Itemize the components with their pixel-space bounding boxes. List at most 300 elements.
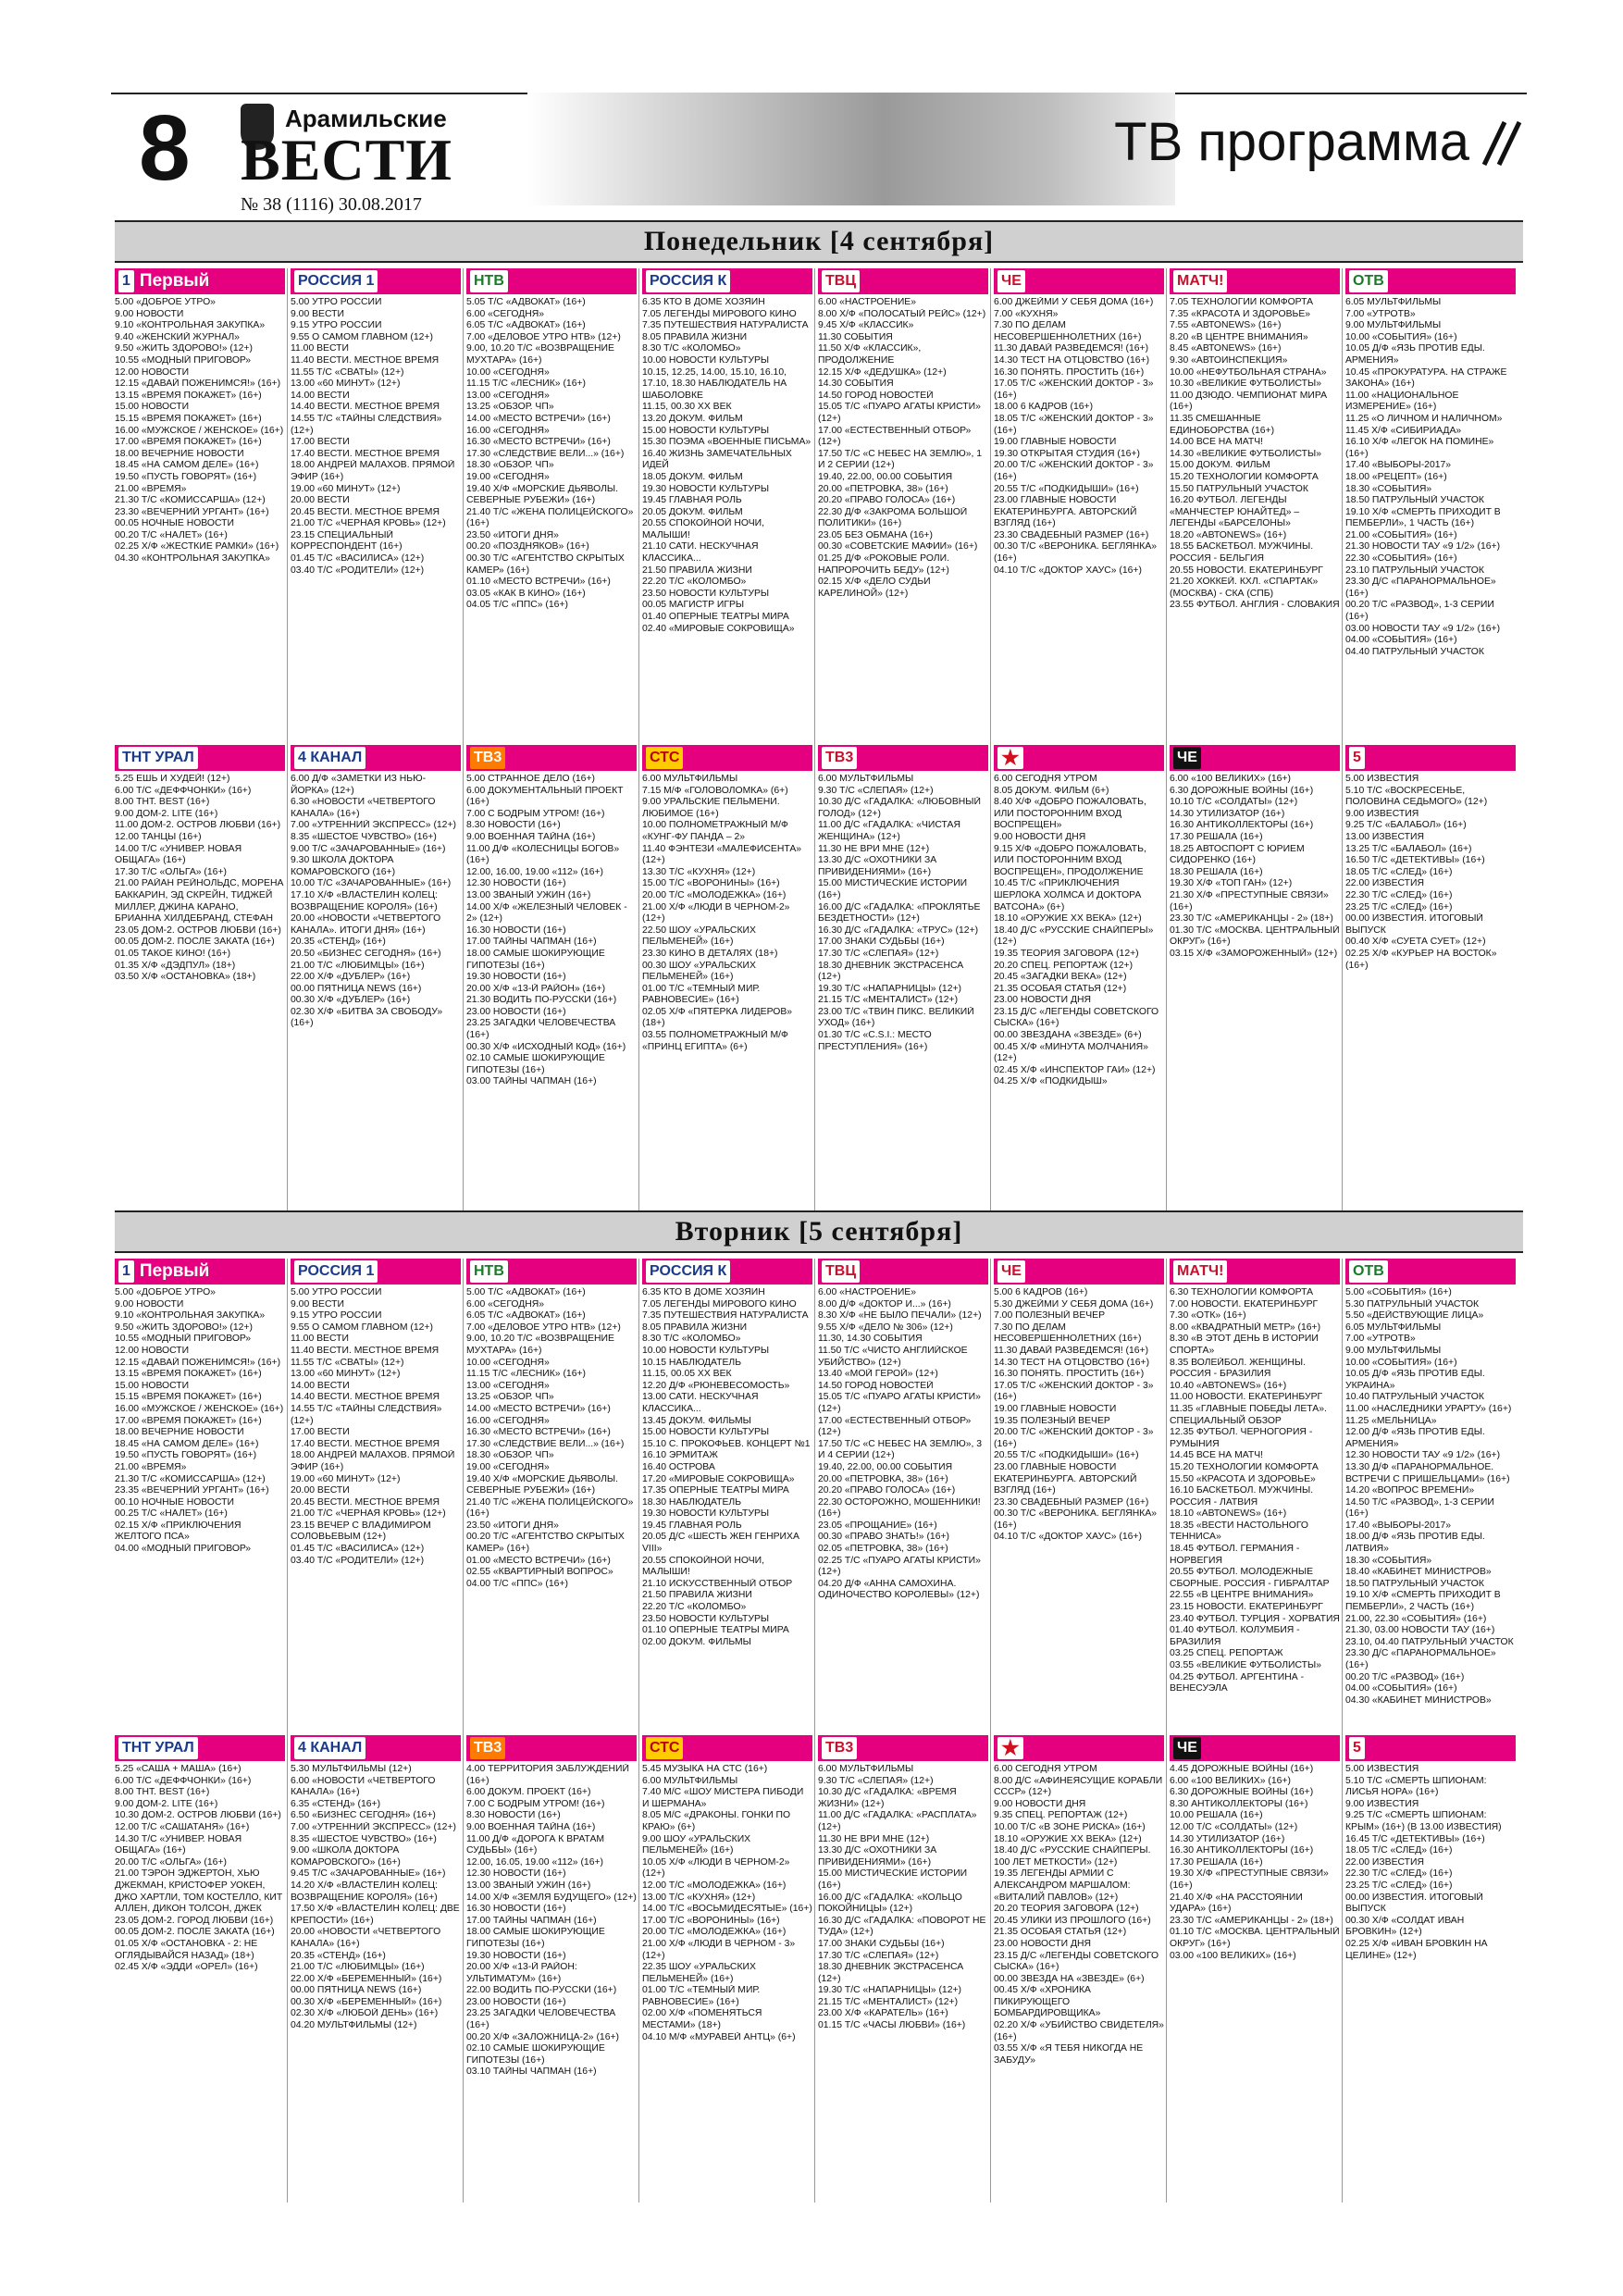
program-item: 9.30 ШКОЛА ДОКТОРА КОМАРОВСКОГО (16+) — [291, 855, 396, 877]
program-item: 23.30 Т/С «АМЕРИКАНЦЫ - 2» (18+) — [1170, 913, 1333, 925]
program-item: 12.00 Т/С «МОЛОДЁЖКА» (16+) — [642, 1880, 787, 1891]
program-item: 9.00 НОВОСТИ ДНЯ — [994, 831, 1086, 842]
program-item: 10.00 «СОБЫТИЯ» (16+) — [1345, 1357, 1457, 1368]
channel-header — [1170, 745, 1340, 771]
program-item: 21.00 Т/С «ЛЮБИМЦЫ» (16+) — [291, 1962, 425, 1973]
program-item: 17.00 ТАЙНЫ ЧАПМАН (16+) — [466, 937, 597, 948]
program-item: 23.30 Д/С «ПАРАНОРМАЛЬНОЕ» (16+) — [1345, 1648, 1496, 1670]
program-item: 15.00 НОВОСТИ КУЛЬТУРЫ — [642, 425, 770, 436]
program-item: 14.30 УТИЛИЗАТОР (16+) — [1170, 808, 1285, 819]
program-list — [994, 294, 1164, 577]
program-item: 6.35 КТО В ДОМЕ ХОЗЯИН — [642, 297, 765, 307]
program-item: 15.00 НОВОСТИ — [115, 1380, 190, 1391]
program-item: 13.00 ЗВАНЫЙ УЖИН (16+) — [466, 889, 591, 900]
program-item: 9.35 СПЕЦ. РЕПОРТАЖ (12+) — [994, 1810, 1128, 1821]
program-item: 01.05 ТАКОЕ КИНО! (16+) — [115, 948, 231, 959]
program-item: 18.00 «РЕЦЕПТ» (16+) — [1345, 471, 1447, 482]
program-item: 6.00 «НОВОСТИ «ЧЕТВЕРТОГО КАНАЛА» (16+) — [291, 1775, 436, 1798]
program-item: 16.30 АНТИКОЛЛЕКТОРЫ (16+) — [1170, 820, 1314, 831]
program-item: 6.05 МУЛЬТФИЛЬМЫ — [1345, 1322, 1442, 1333]
channel-column — [291, 1735, 461, 2203]
program-item: 8.30 Т/С «КОЛОМБО» — [642, 1334, 741, 1345]
program-item: 14.40 ВЕСТИ. МЕСТНОЕ ВРЕМЯ — [291, 402, 440, 413]
program-item: 5.10 Т/С «ВОСКРЕСЕНЬЕ, ПОЛОВИНА СЕДЬМОГО» (12+) — [1345, 785, 1488, 808]
program-item: 9.00 ДОМ-2. LITE (16+) — [115, 1798, 218, 1809]
program-item: 17.00 ЗНАКИ СУДЬБЫ (16+) — [818, 937, 945, 948]
program-item: 11.55 Т/С «СВАТЫ» (12+) — [291, 1357, 404, 1368]
channel-logo: ТНТ УРАЛ — [118, 747, 198, 769]
program-item: 8.35 «ШЕСТОЕ ЧУВСТВО» (16+) — [291, 831, 437, 842]
program-item: 21.00 Т/С «ЧЕРНАЯ КРОВЬ» (12+) — [291, 1508, 446, 1520]
program-list — [291, 294, 461, 577]
program-item: 17.05 Т/С «ЖЕНСКИЙ ДОКТОР - 3» (16+) — [994, 379, 1154, 401]
program-item: 17.50 Т/С «С НЕБЕС НА ЗЕМЛЮ», 3 И 4 СЕРИИ (12+) — [818, 1438, 983, 1461]
program-item: 17.40 «ВЫБОРЫ-2017» — [1345, 1520, 1452, 1531]
channel-column — [994, 1259, 1164, 1731]
channel-name: Первый — [139, 271, 210, 291]
program-item: 03.50 Х/Ф «ОСТАНОВКА» (18+) — [115, 972, 256, 983]
program-item: 01.40 ФУТБОЛ. КОЛУМБИЯ - БРАЗИЛИЯ — [1170, 1625, 1300, 1647]
program-item: 16.00 Д/С «ГАДАЛКА: «КОЛЬЦО ПОКОЙНИЦЫ» (12+) — [818, 1892, 962, 1915]
program-item: 21.30 НОВОСТИ ТАУ «9 1/2» (16+) — [1345, 541, 1501, 552]
channel-logo: СТС — [646, 1737, 683, 1759]
program-item: 20.50 «БИЗНЕС СЕГОДНЯ» (16+) — [291, 948, 441, 959]
program-item: 23.30 «ВЕЧЕРНИЙ УРГАНТ» (16+) — [115, 506, 269, 517]
program-item: 11.30 НЕ ВРИ МНЕ (12+) — [818, 843, 930, 854]
program-item: 5.00 ИЗВЕСТИЯ — [1345, 1764, 1419, 1774]
program-item: 10.40 ПАТРУЛЬНЫЙ УЧАСТОК — [1345, 1392, 1484, 1403]
channel-column — [1170, 268, 1340, 740]
program-item: 01.15 Т/С «ЧАСЫ ЛЮБВИ» (16+) — [818, 2020, 966, 2031]
program-item: 9.45 Т/С «ЗАЧАРОВАННЫЕ» (16+) — [291, 1868, 446, 1880]
program-item: 00.00 ПЯТНИЦА NEWS (16+) — [291, 1985, 422, 1996]
program-item: 13.25 Т/С «БАЛАБОЛ» (16+) — [1345, 843, 1472, 854]
program-item: 19.00 «60 МИНУТ» (12+) — [291, 483, 401, 494]
program-list — [466, 1761, 637, 2079]
program-list — [818, 771, 988, 1053]
column-divider — [990, 268, 991, 1212]
program-item: 17.30 «СЛЕДСТВИЕ ВЕЛИ...» (16+) — [466, 1438, 625, 1449]
program-item: 13.00 ИЗВЕСТИЯ — [1345, 831, 1424, 842]
program-item: 13.30 Д/Ф «ПАРАНОРМАЛЬНОЕ. ВСТРЕЧИ С ПРИШЕЛЬЦАМИ» (16+) — [1345, 1461, 1510, 1484]
program-item: 22.30 ОСТОРОЖНО, МОШЕННИКИ! (16+) — [818, 1496, 981, 1520]
program-item: 9.50 «ЖИТЬ ЗДОРОВО!» (12+) — [115, 1322, 253, 1333]
program-item: 17.00 ЗНАКИ СУДЬБЫ (16+) — [818, 1938, 945, 1949]
program-item: 00.30 Т/С «ВЕРОНИКА. БЕГЛЯНКА» (16+) — [994, 1508, 1158, 1531]
program-item: 23.55 ФУТБОЛ. АНГЛИЯ - СЛОВАКИЯ — [1170, 600, 1340, 611]
program-item: 5.00 «СОБЫТИЯ» (16+) — [1345, 1287, 1452, 1297]
program-item: 5.00 6 КАДРОВ (16+) — [994, 1287, 1088, 1297]
program-item: 9.00 ШОУ «УРАЛЬСКИХ ПЕЛЬМЕНЕЙ» (16+) — [642, 1833, 751, 1856]
program-item: 22.55 «В ЦЕНТРЕ ВНИМАНИЯ» — [1170, 1590, 1314, 1601]
program-item: 11.00 Д/С «ГАДАЛКА: «ЧИСТАЯ ЖЕНЩИНА» (12+) — [818, 820, 960, 842]
program-item: 8.45 «АВТОNEWS» (16+) — [1170, 343, 1282, 354]
program-item: 02.15 Х/Ф «ПРИКЛЮЧЕНИЯ ЖЕЛТОГО ПСА» — [115, 1520, 242, 1543]
program-item: 15.50 «КРАСОТА И ЗДОРОВЬЕ» — [1170, 1473, 1316, 1484]
program-item: 11.15, 00.30 ХХ ВЕК — [642, 402, 732, 413]
program-item: 11.00 Д/С «ГАДАЛКА: «РАСПЛАТА» (12+) — [818, 1810, 977, 1832]
program-item: 19.45 ГЛАВНАЯ РОЛЬ — [642, 495, 742, 506]
program-item: 19.00 «60 МИНУТ» (12+) — [291, 1473, 401, 1484]
program-item: 00.30 Х/Ф «ИСХОДНЫЙ КОД» (16+) — [466, 1041, 626, 1052]
program-item: 10.00 НОВОСТИ КУЛЬТУРЫ — [642, 1345, 770, 1356]
program-item: 13.00 Т/С «КУХНЯ» (12+) — [642, 1892, 756, 1903]
program-item: 7.30 ПО ДЕЛАМ НЕСОВЕРШЕННОЛЕТНИХ (16+) — [994, 1322, 1142, 1345]
program-item: 11.00 Д/Ф «КОЛЕСНИЦЫ БОГОВ» (16+) — [466, 843, 620, 866]
program-item: 4.00 ТЕРРИТОРИЯ ЗАБЛУЖДЕНИЙ (16+) — [466, 1764, 629, 1786]
program-item: 22.20 Т/С «КОЛОМБО» — [642, 1602, 747, 1613]
program-item: 02.00 ДОКУМ. ФИЛЬМЫ — [642, 1636, 751, 1647]
program-item: 18.00 САМЫЕ ШОКИРУЮЩИЕ ГИПОТЕЗЫ (16+) — [466, 1927, 605, 1949]
program-item: 4.45 ДОРОЖНЫЕ ВОЙНЫ (16+) — [1170, 1764, 1314, 1774]
program-item: 15.00 НОВОСТИ — [115, 402, 190, 413]
program-item: 02.45 Х/Ф «ИНСПЕКТОР ГАИ» (12+) — [994, 1064, 1156, 1075]
column-divider — [1166, 268, 1167, 1212]
channel-logo: ТВ3 — [470, 1737, 505, 1759]
program-item: 20.00 «ПЕТРОВКА, 38» (16+) — [818, 483, 948, 494]
column-divider — [638, 268, 639, 1212]
program-item: 12.00 НОВОСТИ — [115, 366, 190, 378]
program-item: 5.30 ПАТРУЛЬНЫЙ УЧАСТОК — [1345, 1298, 1480, 1309]
column-divider — [638, 1259, 639, 2203]
program-item: 9.15 УТРО РОССИИ — [291, 320, 382, 331]
program-item: 01.10 Т/С «МОСКВА. ЦЕНТРАЛЬНЫЙ ОКРУГ» (16+) — [1170, 1927, 1340, 1949]
program-item: 9.45 Х/Ф «КЛАССИК» — [818, 320, 914, 331]
program-item: 21.00 «ВРЕМЯ» — [115, 1461, 187, 1472]
program-item: 8.30 Х/Ф «НЕ БЫЛО ПЕЧАЛИ» (12+) — [818, 1310, 982, 1322]
program-item: 15.20 ТЕХНОЛОГИИ КОМФОРТА — [1170, 1461, 1319, 1472]
program-item: 12.00 НОВОСТИ — [115, 1345, 190, 1356]
program-item: 02.25 Т/С «ПУАРО АГАТЫ КРИСТИ» (12+) — [818, 1555, 981, 1578]
program-item: 6.30 ДОРОЖНЫЕ ВОЙНЫ (16+) — [1170, 1787, 1314, 1798]
program-list — [1170, 1761, 1340, 1962]
channel-header — [994, 1735, 1164, 1761]
program-item: 20.00 ВЕСТИ — [291, 1485, 350, 1496]
program-list — [466, 294, 637, 612]
program-item: 23.50 НОВОСТИ КУЛЬТУРЫ — [642, 1613, 770, 1624]
program-item: 03.25 СПЕЦ. РЕПОРТАЖ — [1170, 1648, 1283, 1659]
program-item: 6.00 «НАСТРОЕНИЕ» — [818, 297, 916, 307]
program-item: 11.00 ДЗЮДО. ЧЕМПИОНАТ МИРА (16+) — [1170, 390, 1328, 413]
channel-logo: ТНТ УРАЛ — [118, 1737, 198, 1759]
program-item: 21.40 Х/Ф «НА РАССТОЯНИИ УДАРА» (16+) — [1170, 1892, 1303, 1915]
program-item: 23.00 НОВОСТИ (16+) — [466, 1006, 566, 1017]
program-item: 6.30 «НОВОСТИ «ЧЕТВЕРТОГО КАНАЛА» (16+) — [291, 797, 436, 819]
program-item: 8.30 НОВОСТИ (16+) — [466, 820, 561, 831]
program-item: 5.00 «ДОБРОЕ УТРО» — [115, 1287, 216, 1297]
page-number: 8 — [139, 96, 191, 200]
program-list — [466, 1285, 637, 1590]
program-item: 16.40 ОСТРОВА — [642, 1461, 715, 1472]
program-item: 13.00 ЗВАНЫЙ УЖИН (16+) — [466, 1880, 591, 1891]
program-item: 11.00 ДОМ-2. ОСТРОВ ЛЮБВИ (16+) — [115, 820, 281, 831]
program-item: 20.45 ВЕСТИ. МЕСТНОЕ ВРЕМЯ — [291, 506, 440, 517]
program-item: 02.25 Х/Ф «ЖЕСТКИЕ РАМКИ» (16+) — [115, 541, 279, 552]
program-item: 19.30 Т/С «НАПАРНИЦЫ» (12+) — [818, 1985, 962, 1996]
logo-top: Арамильские — [285, 105, 447, 132]
channel-logo: ★ — [997, 1737, 1023, 1759]
program-item: 20.55 Т/С «ПОДКИДЫШИ» (16+) — [994, 1450, 1139, 1461]
program-item: 15.15 «ВРЕМЯ ПОКАЖЕТ» (16+) — [115, 413, 262, 424]
program-item: 23.40 ФУТБОЛ. ТУРЦИЯ - ХОРВАТИЯ — [1170, 1613, 1340, 1624]
program-item: 23.50 НОВОСТИ КУЛЬТУРЫ — [642, 588, 770, 599]
program-item: 00.20 Т/С «АГЕНТСТВО СКРЫТЫХ КАМЕР» (16+) — [466, 1532, 625, 1555]
program-item: 21.15 Т/С «МЕНТАЛИСТ» (12+) — [818, 1996, 959, 2007]
program-item: 18.00 ВЕЧЕРНИЕ НОВОСТИ — [115, 1427, 244, 1438]
program-item: 20.00 ВЕСТИ — [291, 495, 350, 506]
program-item: 10.00 Т/С «В ЗОНЕ РИСКА» (16+) — [994, 1821, 1146, 1832]
column-divider — [463, 1259, 464, 2203]
channel-column — [291, 1259, 461, 1731]
channel-logo: ТВЦ — [822, 1260, 860, 1283]
program-item: 23.30 КИНО В ДЕТАЛЯХ (18+) — [642, 948, 778, 959]
program-list — [1345, 1285, 1516, 1706]
program-item: 18.10 «ОРУЖИЕ XX ВЕКА» (12+) — [994, 913, 1142, 925]
program-item: 8.35 «ШЕСТОЕ ЧУВСТВО» (16+) — [291, 1833, 437, 1844]
program-item: 18.00 САМЫЕ ШОКИРУЮЩИЕ ГИПОТЕЗЫ (16+) — [466, 948, 605, 971]
program-item: 8.00 «КВАДРАТНЫЙ МЕТР» (16+) — [1170, 1322, 1321, 1333]
program-item: 5.00 УТРО РОССИИ — [291, 297, 382, 307]
program-item: 11.00 ВЕСТИ — [291, 343, 349, 354]
program-item: 02.05 Х/Ф «ПЯТЁРКА ЛИДЕРОВ» (18+) — [642, 1006, 793, 1029]
program-item: 14.30 Т/С «УНИВЕР. НОВАЯ ОБЩАГА» (16+) — [115, 1833, 242, 1856]
program-item: 21.20 ХОККЕЙ. КХЛ. «СПАРТАК» (МОСКВА) - СКА (СПБ) — [1170, 577, 1319, 599]
channel-column — [994, 745, 1164, 1212]
channel-logo: ТВ3 — [822, 1737, 857, 1759]
channel-column — [291, 745, 461, 1212]
program-item: 16.30 НОВОСТИ (16+) — [466, 925, 566, 936]
program-item: 6.05 МУЛЬТФИЛЬМЫ — [1345, 297, 1442, 307]
program-item: 5.45 МУЗЫКА НА СТС (16+) — [642, 1764, 768, 1774]
program-item: 20.55 СПОКОЙНОЙ НОЧИ, МАЛЫШИ! — [642, 1555, 765, 1578]
program-item: 15.05 Т/С «ПУАРО АГАТЫ КРИСТИ» (12+) — [818, 1392, 981, 1414]
program-item: 21.10 САТИ. НЕСКУЧНАЯ КЛАССИКА... — [642, 541, 759, 565]
program-list — [994, 1761, 1164, 2066]
program-item: 19.40, 22.00, 00.00 СОБЫТИЯ — [818, 1461, 953, 1472]
channel-column — [642, 1259, 812, 1731]
program-item: 15.00 МИСТИЧЕСКИЕ ИСТОРИИ (16+) — [818, 878, 968, 900]
program-item: 5.00 ИЗВЕСТИЯ — [1345, 774, 1419, 784]
program-item: 03.00 ТАЙНЫ ЧАПМАН (16+) — [466, 1076, 597, 1087]
program-list — [994, 1285, 1164, 1544]
program-item: 23.05 ДОМ-2. ОСТРОВ ЛЮБВИ (16+) — [115, 925, 281, 936]
program-item: 18.10 «ОРУЖИЕ XX ВЕКА» (12+) — [994, 1833, 1142, 1844]
program-item: 5.00 СТРАННОЕ ДЕЛО (16+) — [466, 774, 595, 784]
program-item: 15.00 ДОКУМ. ФИЛЬМ — [1170, 460, 1270, 471]
program-item: 12.00 Т/С «САШАТАНЯ» (16+) — [115, 1821, 250, 1832]
column-divider — [814, 1259, 815, 2203]
program-item: 20.00 «ПЕТРОВКА, 38» (16+) — [818, 1473, 948, 1484]
program-item: 5.00 «ДОБРОЕ УТРО» — [115, 297, 216, 307]
program-item: 04.10 Т/С «ДОКТОР ХАУС» (16+) — [994, 565, 1142, 576]
program-item: 7.05 ТЕХНОЛОГИИ КОМФОРТА — [1170, 297, 1314, 307]
program-item: 23.25 ЗАГАДКИ ЧЕЛОВЕЧЕСТВА (16+) — [466, 1018, 616, 1041]
program-item: 13.00 «60 МИНУТ» (12+) — [291, 1369, 401, 1380]
program-item: 18.30 «СОБЫТИЯ» — [1345, 483, 1432, 494]
program-item: 15.00 НОВОСТИ КУЛЬТУРЫ — [642, 1427, 770, 1438]
channel-name: Первый — [139, 1261, 210, 1281]
channel-header — [642, 1259, 812, 1285]
program-item: 23.25 Т/С «СЛЕД» (16+) — [1345, 901, 1453, 912]
program-item: 18.30 «ОБЗОР. ЧП» — [466, 1450, 554, 1461]
program-item: 9.40 «ЖЕНСКИЙ ЖУРНАЛ» — [115, 331, 240, 342]
program-item: 21.35 ОСОБАЯ СТАТЬЯ (12+) — [994, 983, 1127, 994]
program-item: 10.00 «СЕГОДНЯ» — [466, 366, 550, 378]
program-item: 15.50 ПАТРУЛЬНЫЙ УЧАСТОК — [1170, 483, 1308, 494]
channel-column — [1345, 1259, 1516, 1731]
program-item: 14.50 Т/С «РАЗВОД», 1-3 СЕРИИ (16+) — [1345, 1496, 1494, 1520]
program-list — [642, 771, 812, 1053]
program-item: 6.00 МУЛЬТФИЛЬМЫ — [642, 774, 738, 784]
program-item: 04.05 Т/С «ППС» (16+) — [466, 600, 568, 611]
program-item: 11.30, 14.30 СОБЫТИЯ — [818, 1334, 923, 1345]
program-item: 18.20 «АВТОNEWS» (16+) — [1170, 529, 1287, 540]
program-item: 11.55 Т/С «СВАТЫ» (12+) — [291, 366, 404, 378]
program-item: 12.30 НОВОСТИ (16+) — [466, 878, 566, 889]
program-item: 14.20 Х/Ф «ВЛАСТЕЛИН КОЛЕЦ: ВОЗВРАЩЕНИЕ КОРОЛЯ» (16+) — [291, 1880, 438, 1903]
program-item: 6.00 «СЕГОДНЯ» — [466, 1298, 545, 1309]
program-item: 03.40 Т/С «РОДИТЕЛИ» (12+) — [291, 1555, 425, 1566]
channel-header — [642, 1735, 812, 1761]
program-item: 19.00 ГЛАВНЫЕ НОВОСТИ — [994, 1403, 1117, 1414]
program-item: 02.55 «КВАРТИРНЫЙ ВОПРОС» — [466, 1567, 613, 1578]
program-item: 16.20 ФУТБОЛ. ЛЕГЕНДЫ «МАНЧЕСТЕР ЮНАЙТЕД» – ЛЕГЕНДЫ «БАРСЕЛОНЫ» — [1170, 495, 1300, 529]
program-item: 8.05 ДОКУМ. ФИЛЬМ (6+) — [994, 785, 1109, 796]
program-item: 9.00 МУЛЬТФИЛЬМЫ — [1345, 1345, 1442, 1356]
program-item: 15.30 ПОЭМА «ВОЕННЫЕ ПИСЬМА» — [642, 437, 812, 448]
program-item: 10.30 ДОМ-2. ОСТРОВ ЛЮБВИ (16+) — [115, 1810, 281, 1821]
program-item: 01.45 Т/С «ВАСИЛИСА» (12+) — [291, 1544, 425, 1555]
program-item: 12.15 Х/Ф «ДЕДУШКА» (12+) — [818, 366, 947, 378]
program-item: 18.05 Т/С «СЛЕД» (16+) — [1345, 1845, 1453, 1856]
program-item: 15.20 ТЕХНОЛОГИИ КОМФОРТА — [1170, 471, 1319, 482]
program-item: 04.30 «КОНТРОЛЬНАЯ ЗАКУПКА» — [115, 553, 270, 565]
program-item: 14.00 «МЕСТО ВСТРЕЧИ» (16+) — [466, 413, 611, 424]
program-item: 00.20 Т/С «РАЗВОД» (16+) — [1345, 1671, 1465, 1682]
program-item: 19.35 ПОЛЕЗНЫЙ ВЕЧЕР — [994, 1415, 1110, 1426]
program-item: 20.45 ВЕСТИ. МЕСТНОЕ ВРЕМЯ — [291, 1496, 440, 1508]
program-item: 9.00 ИЗВЕСТИЯ — [1345, 1798, 1419, 1809]
channel-header — [818, 1735, 988, 1761]
channel-column — [466, 268, 637, 740]
program-item: 23.00 НОВОСТИ (16+) — [466, 1996, 566, 2007]
program-item: 14.00 ВЕСТИ — [291, 390, 350, 401]
program-item: 17.00 «ЕСТЕСТВЕННЫЙ ОТБОР» (12+) — [818, 425, 972, 448]
channel-header — [291, 745, 461, 771]
program-item: 12.15 «ДАВАЙ ПОЖЕНИМСЯ!» (16+) — [115, 1357, 281, 1368]
program-item: 21.30 Т/С «КОМИССАРША» (12+) — [115, 495, 266, 506]
channel-column — [818, 1259, 988, 1731]
program-item: 16.10 Х/Ф «ЛЕГОК НА ПОМИНЕ» (16+) — [1345, 437, 1494, 459]
program-item: 23.00 НОВОСТИ ДНЯ — [994, 1938, 1092, 1949]
program-item: 00.00 ИЗВЕСТИЯ. ИТОГОВЫЙ ВЫПУСК — [1345, 1892, 1483, 1915]
program-item: 8.40 Х/Ф «ДОБРО ПОЖАЛОВАТЬ, ИЛИ ПОСТОРОННИМ ВХОД ВОСПРЕЩЕН» — [994, 797, 1146, 831]
program-item: 5.50 «ДЕЙСТВУЮЩИЕ ЛИЦА» — [1345, 1310, 1484, 1322]
program-list — [1170, 294, 1340, 612]
program-item: 02.30 Х/Ф «ЛЮБОЙ ДЕНЬ» (16+) — [291, 2008, 439, 2019]
channel-column — [1170, 1259, 1340, 1731]
program-item: 23.50 «ИТОГИ ДНЯ» — [466, 1520, 559, 1531]
program-item: 8.35 ВОЛЕЙБОЛ. ЖЕНЩИНЫ. РОССИЯ - БРАЗИЛИЯ — [1170, 1357, 1306, 1380]
program-item: 21.00 ТЭРОН ЭДЖЕРТОН, ХЬЮ ДЖЕКМАН, КРИСТОФЕР УОКЕН, ДЖО ХАРТЛИ, ТОМ КОСТЕЛЛО, КИТ АЛЛЕН, ДИКОН ТОЛСОН, ДЖЕК — [115, 1868, 283, 1915]
channel-logo: ОТВ — [1349, 270, 1388, 292]
program-item: 11.30 НЕ ВРИ МНЕ (12+) — [818, 1833, 930, 1844]
program-item: 04.10 Т/С «ДОКТОР ХАУС» (16+) — [994, 1532, 1142, 1543]
program-item: 00.30 ШОУ «УРАЛЬСКИХ ПЕЛЬМЕНЕЙ» (16+) — [642, 960, 756, 983]
program-item: 04.25 ФУТБОЛ. АРГЕНТИНА - ВЕНЕСУЭЛА — [1170, 1671, 1305, 1694]
program-item: 20.00 Т/С «ЖЕНСКИЙ ДОКТОР - 3» (16+) — [994, 460, 1154, 482]
program-item: 21.30 Т/С «КОМИССАРША» (12+) — [115, 1473, 266, 1484]
program-item: 8.00 Х/Ф «ПОЛОСАТЫЙ РЕЙС» (12+) — [818, 308, 986, 319]
program-item: 17.30 «СЛЕДСТВИЕ ВЕЛИ...» (16+) — [466, 448, 625, 459]
program-item: 16.30 «МЕСТО ВСТРЕЧИ» (16+) — [466, 437, 611, 448]
day-title: Понедельник [4 сентября] — [643, 226, 995, 256]
program-item: 17.00 «ВРЕМЯ ПОКАЖЕТ» (16+) — [115, 1415, 262, 1426]
program-list — [1345, 771, 1516, 972]
program-item: 21.30 Х/Ф «ПРЕСТУПНЫЕ СВЯЗИ» (16+) — [1170, 889, 1329, 912]
channel-header — [466, 268, 637, 294]
program-item: 11.00 НОВОСТИ. ЕКАТЕРИНБУРГ — [1170, 1392, 1323, 1403]
program-item: 6.00 ДОКУМЕНТАЛЬНЫЙ ПРОЕКТ (16+) — [466, 785, 624, 808]
program-item: 9.00 УРАЛЬСКИЕ ПЕЛЬМЕНИ. ЛЮБИМОЕ (16+) — [642, 797, 780, 819]
program-item: 14.40 ВЕСТИ. МЕСТНОЕ ВРЕМЯ — [291, 1392, 440, 1403]
program-item: 8.30 Т/С «КОЛОМБО» — [642, 343, 741, 354]
channel-header — [115, 1735, 285, 1761]
program-item: 04.20 МУЛЬТФИЛЬМЫ (12+) — [291, 2020, 417, 2031]
program-item: 7.55 «АВТОNEWS» (16+) — [1170, 320, 1282, 331]
channel-logo: ЧЕ — [1173, 747, 1201, 769]
program-item: 04.10 М/Ф «МУРАВЕЙ АНТЦ» (6+) — [642, 2031, 796, 2042]
program-item: 20.55 ФУТБОЛ. МОЛОДЕЖНЫЕ СБОРНЫЕ. РОССИЯ - ГИБРАЛТАР — [1170, 1567, 1330, 1589]
program-item: 23.10 ПАТРУЛЬНЫЙ УЧАСТОК — [1345, 565, 1484, 576]
channel-column — [291, 268, 461, 740]
program-item: 00.30 «ПРАВО ЗНАТЬ!» (16+) — [818, 1532, 950, 1543]
program-item: 13.00 «60 МИНУТ» (12+) — [291, 379, 401, 390]
program-item: 00.30 Т/С «ВЕРОНИКА. БЕГЛЯНКА» (16+) — [994, 541, 1158, 565]
program-item: 21.35 ОСОБАЯ СТАТЬЯ (12+) — [994, 1927, 1127, 1938]
program-item: 19.30 Т/С «НАПАРНИЦЫ» (12+) — [818, 983, 962, 994]
program-item: 02.20 Х/Ф «УБИЙСТВО СВИДЕТЕЛЯ» (16+) — [994, 2020, 1164, 2042]
program-item: 01.35 Х/Ф «ДЭДПУЛ» (18+) — [115, 960, 236, 971]
channel-logo: ТВЦ — [822, 270, 860, 292]
program-item: 13.25 «ОБЗОР. ЧП» — [466, 402, 554, 413]
program-item: 22.00 Х/Ф «ДУБЛЕР» (16+) — [291, 972, 411, 983]
program-item: 03.15 Х/Ф «ЗАМОРОЖЕННЫЙ» (12+) — [1170, 948, 1338, 959]
channel-column — [818, 268, 988, 740]
program-item: 00.40 Х/Ф «СУЕТА СУЕТ» (12+) — [1345, 937, 1486, 948]
column-divider — [1166, 1259, 1167, 2203]
channel-header — [994, 268, 1164, 294]
program-item: 9.00, 10.20 Т/С «ВОЗВРАЩЕНИЕ МУХТАРА» (16+) — [466, 343, 614, 366]
program-item: 03.10 ТАЙНЫ ЧАПМАН (16+) — [466, 2066, 597, 2078]
channel-logo: ОТВ — [1349, 1260, 1388, 1283]
program-item: 8.30 АНТИКОЛЛЕКТОРЫ (16+) — [1170, 1798, 1308, 1809]
program-item: 22.30 «СОБЫТИЯ» (16+) — [1345, 553, 1457, 565]
program-item: 23.00 Т/С «ТВИН ПИКС. ВЕЛИКИЙ УХОД» (16+) — [818, 1006, 974, 1029]
program-item: 10.30 «ВЕЛИКИЕ ФУТБОЛИСТЫ» — [1170, 379, 1321, 390]
program-item: 18.50 ПАТРУЛЬНЫЙ УЧАСТОК — [1345, 1578, 1484, 1589]
program-item: 23.05 «ПРОЩАНИЕ» (16+) — [818, 1520, 937, 1531]
program-item: 8.05 ПРАВИЛА ЖИЗНИ — [642, 1322, 748, 1333]
program-item: 16.30 НОВОСТИ (16+) — [466, 1904, 566, 1915]
program-item: 7.00 «ДЕЛОВОЕ УТРО НТВ» (12+) — [466, 1322, 621, 1333]
program-item: 8.05 ПРАВИЛА ЖИЗНИ — [642, 331, 748, 342]
program-item: 6.30 ДОРОЖНЫЕ ВОЙНЫ (16+) — [1170, 785, 1314, 796]
program-item: 21.50 ПРАВИЛА ЖИЗНИ — [642, 565, 752, 576]
program-item: 7.30 ПО ДЕЛАМ НЕСОВЕРШЕННОЛЕТНИХ (16+) — [994, 320, 1142, 342]
channel-column — [466, 1259, 637, 1731]
channel-logo: 5 — [1349, 1737, 1365, 1759]
